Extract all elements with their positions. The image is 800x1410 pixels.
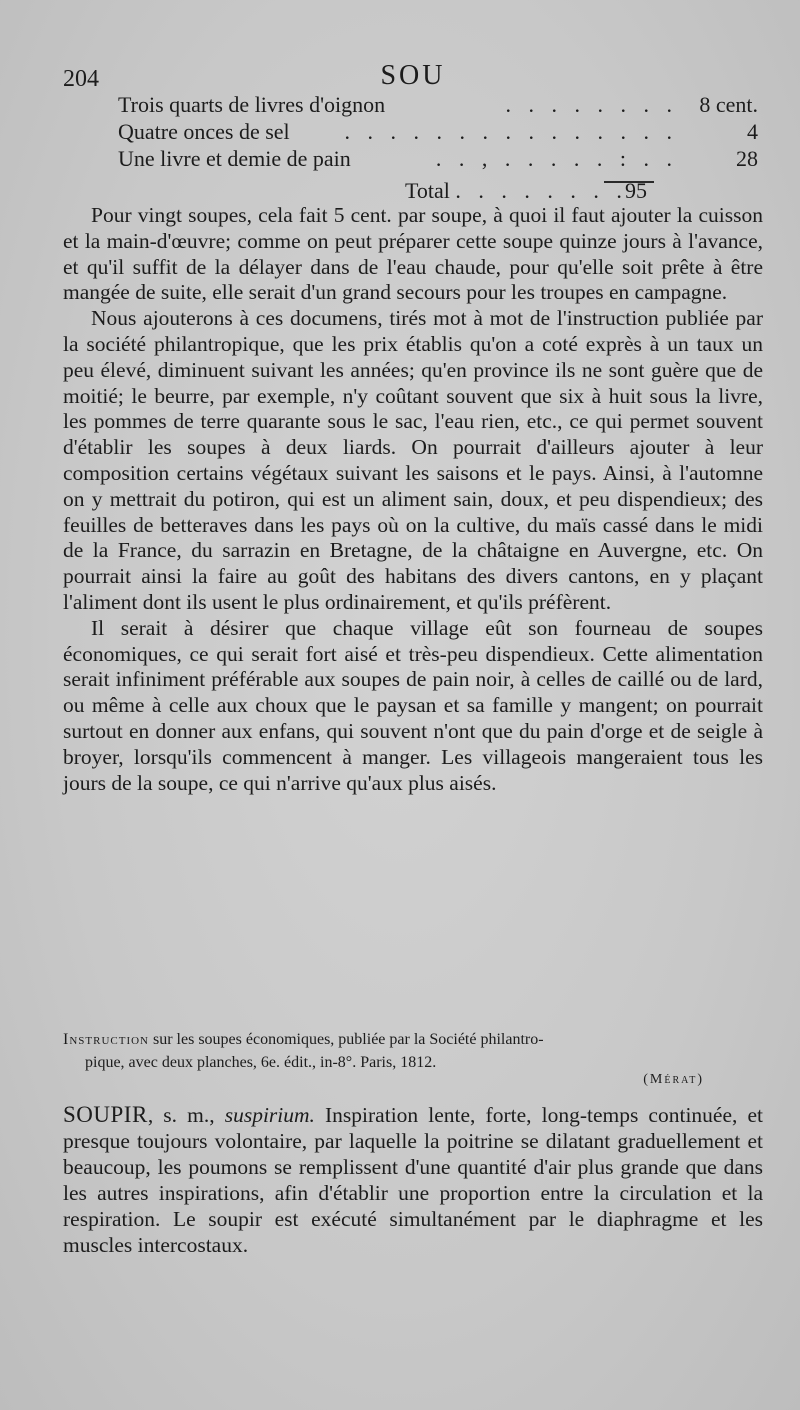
article-latin: suspirium. — [224, 1103, 315, 1127]
reference-title: Instruction — [63, 1031, 149, 1048]
paragraph: Nous ajouterons à ces documens, tirés mot à mot de l'instruction publiée par la société philantropique, que les prix établis qu'on a coté exprès à un taux un peu élevé, diminuent suivant les années; qu'en province ils ne sont guère que de moitié; le beurre, par exemple, n'y coûtant souvent que six à huit sous la livre, les pommes de terre quarante sous le sac, l'eau rien, etc., ce qui permet souvent d'établir les soupes à deux liards. On pourrait d'ailleurs ajouter à leur composition certains végétaux suivant les saisons et le pays. Ainsi, à l'automne on y mettrait du potiron, qui est un aliment sain, doux, et peu dispendieux; des feuilles de betteraves dans les pays où on la cultive, du maïs cassé dans le midi de la France, du sarrazin en Bretagne, de la châtaigne en Auvergne, etc. On pourrait ainsi la faire au goût des habitans des divers cantons, en y plaçant l'aliment dont ils usent le plus ordinairement, et qu'ils préfèrent. — [63, 306, 763, 614]
author-signature: (Mérat) — [643, 1072, 704, 1087]
total-leader-dots: . . . . . . . . — [455, 178, 628, 203]
running-head: SOU — [380, 60, 446, 91]
recipe-item: Une livre et demie de pain — [118, 146, 351, 171]
recipe-value: 4 — [747, 119, 758, 144]
total-label: Total — [405, 178, 450, 203]
bibliographic-reference — [63, 1028, 763, 1074]
article-grammar: , s. m., — [147, 1103, 225, 1127]
paragraph: Il serait à désirer que chaque village eût son fourneau de soupes économiques, ce qui serait fort aisé et très-peu dispendieux. Cette alimentation serait infiniment préférable aux soupes de pain noir, à celles de caillé ou de lard, ou même à celle aux choux que le paysan et sa famille y mangent; on pourrait surtout en donner aux enfans, qui souvent n'ont que du pain d'orge et de seigle à broyer, lorsqu'ils commencent à manger. Les villageois mangeraient tous les jours de la soupe, ce qui n'arrive qu'aux plus aisés. — [63, 615, 763, 795]
paragraph: Pour vingt soupes, cela fait 5 cent. par soupe, à quoi il faut ajouter la cuisson et la main-d'œuvre; comme on peut préparer cette soupe quinze jours à l'avance, et qu'il suffit de la délayer dans de l'eau chaude, pour qu'elle soit prête à être mangée de suite, elle serait d'un grand secours pour les troupes en campagne. — [63, 203, 763, 305]
reference-line-1: sur les soupes économiques, publiée par la Société philantro- — [153, 1031, 544, 1048]
body-text — [63, 203, 763, 796]
dictionary-article — [63, 1102, 763, 1258]
article-headword: SOUPIR — [63, 1102, 148, 1127]
total-value: 95 — [625, 178, 647, 203]
page-header — [63, 60, 763, 94]
total-line — [405, 178, 647, 204]
reference-line-2: pique, avec deux planches, 6e. édit., in-8°. Paris, 1812. — [85, 1054, 437, 1071]
recipe-leader-dots: . . . . . . . . — [505, 92, 678, 117]
recipe-line — [118, 146, 758, 172]
recipe-line — [118, 119, 758, 145]
recipe-value: 8 cent. — [699, 92, 758, 117]
recipe-item: Trois quarts de livres d'oignon — [118, 92, 386, 117]
page-number: 204 — [63, 66, 99, 92]
recipe-leader-dots: . . . . . . . . . . . . . . . — [344, 119, 678, 144]
recipe-item: Quatre onces de sel — [118, 119, 290, 144]
recipe-leader-dots: . . , . . . . . : . . — [435, 146, 678, 171]
recipe-value: 28 — [736, 146, 758, 171]
article-text: Inspiration lente, forte, long-temps continuée, et presque toujours volontaire, par laquelle la poitrine se dilatant graduellement et beaucoup, les poumons se remplissent d'une quantité d'air plus grande que dans les autres inspirations, afin d'établir une proportion entre la circulation et la respiration. Le soupir est exécuté simultanément par le diaphragme et les muscles intercostaux. — [63, 1103, 763, 1257]
recipe-line — [118, 92, 758, 118]
